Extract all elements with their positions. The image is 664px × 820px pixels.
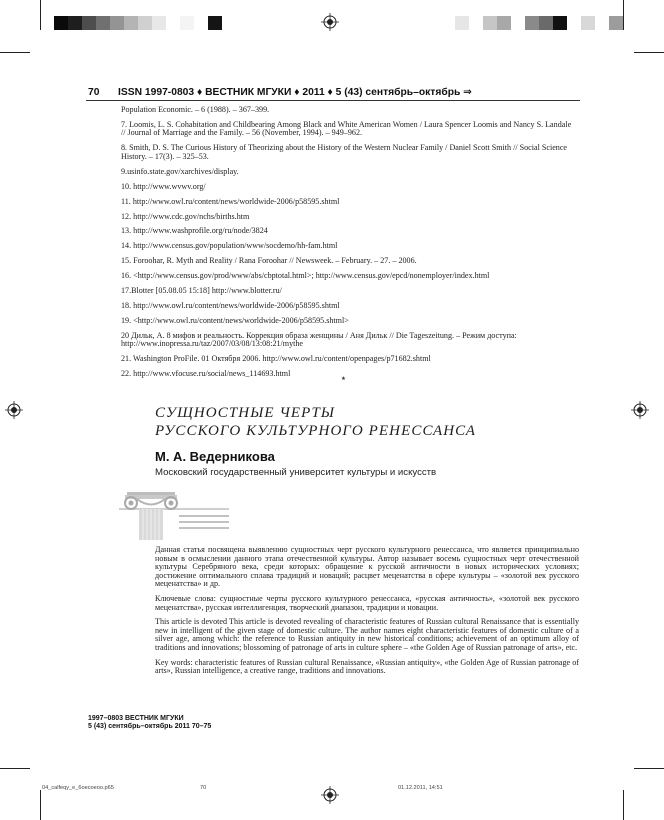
running-header: [88, 86, 578, 98]
slug-filename: 04_calfeqy_e_6oecoeoo.p65: [42, 785, 114, 791]
header-rule: [86, 100, 580, 101]
running-head-text: ISSN 1997-0803 ♦ ВЕСТНИК МГУКИ ♦ 2011 ♦ 5 (43) сентябрь–октябрь ⇒: [118, 87, 472, 98]
article-title-line: СУЩНОСТНЫЕ ЧЕРТЫ: [155, 405, 336, 421]
reference-item: 16. <http://www.census.gov/prod/www/abs/cbptotal.html>; http://www.census.gov/epcd/nonemployer/index.html: [121, 271, 490, 281]
article-title: [155, 404, 585, 440]
footer-issue: 5 (43) сентябрь–октябрь 2011 70–75: [88, 723, 212, 731]
abstract-en: This article is devoted This article is devoted revealing of characteristic features of Russian cultural Renaissance that is essentially new in intelligent of the given stage of domestic culture. The author names eight characteristic features of domestic culture of a silver age, among which: the reference to Russian antiquity in new historical conditions; achievement of an optimum alloy of traditions and innovations; blossoming of patronage of arts in culture sphere – «the Golden Age of Russian patronage of arts», etc.: [155, 617, 579, 652]
reference-item: 17.Blotter [05.08.05 15:18] http://www.blotter.ru/: [121, 285, 282, 295]
reference-item: 15. Foroohar, R. Myth and Reality / Rana Foroohar // Newsweek. – February. – 27. – 2006.: [121, 256, 417, 266]
reference-item: 14. http://www.census.gov/population/www/socdemo/hh-fam.html: [121, 241, 338, 251]
reference-item: Population Economic. – 6 (1988). – 367–399.: [121, 105, 270, 114]
slug-timestamp: 01.12.2011, 14:51: [398, 785, 443, 791]
crop-mark: [623, 0, 624, 30]
page-footer: [88, 715, 211, 732]
footer-journal: 1997–0803 ВЕСТНИК МГУКИ: [88, 715, 184, 722]
section-separator: ⭑: [341, 374, 346, 384]
color-bar-right: [455, 16, 623, 30]
author-affiliation: Московский государственный университет культуры и искусств: [155, 467, 437, 478]
crop-mark: [634, 52, 664, 53]
article-title-line: РУССКОГО КУЛЬТУРНОГО РЕНЕССАНСА: [155, 423, 476, 439]
registration-target-icon: [321, 13, 339, 31]
reference-item: 18. http://www.owl.ru/content/news/worldwide-2006/p58595.shtml: [121, 300, 340, 310]
keywords-ru: Ключевые слова: сущностные черты русского культурного ренессанса, «русская античность», «золотой век русского меценатства», русская интеллигенция, творческий диапазон, традиции и новации.: [155, 593, 579, 612]
reference-item: 11. http://www.owl.ru/content/news/worldwide-2006/p58595.shtml: [121, 196, 340, 206]
keywords-en: Key words: characteristic features of Russian cultural Renaissance, «Russian antiquity», «the Golden Age of Russian patronage of arts», Russian intelligence, a creative range, traditions and innovations.: [155, 657, 579, 676]
crop-mark: [623, 790, 624, 820]
crop-mark: [0, 52, 30, 53]
reference-item: 8. Smith, D. S. The Curious History of Theorizing about the History of the Western Nuclear Family / Daniel Scott Smith // Social Science History. – 17(3). – 325–53.: [121, 143, 568, 161]
registration-target-icon: [5, 401, 23, 419]
crop-mark: [0, 768, 30, 769]
abstract-block: [155, 546, 579, 682]
reference-item: 12. http://www.cdc.gov/nchs/births.htm: [121, 211, 250, 221]
color-bar-left: [54, 16, 222, 30]
reference-item: 10. http://www.wvwv.org/: [121, 181, 206, 191]
reference-item: 7. Loomis, L. S. Cohabitation and Childbearing Among Black and White American Women / Laura Spencer Loomis and Nancy S. Landale // Journal of Marriage and the Family. – 56 (November, 1994). – 949–962.: [121, 119, 572, 138]
reference-item: 22. http://www.vfocuse.ru/social/news_114693.html: [121, 369, 291, 379]
reference-item: 19. <http://www.owl.ru/content/news/worldwide-2006/p58595.shtml>: [121, 315, 349, 325]
crop-mark: [634, 768, 664, 769]
reference-item: 13. http://www.washprofile.org/ru/node/3824: [121, 226, 268, 236]
registration-target-icon: [321, 786, 339, 804]
slug-page: 70: [200, 785, 207, 791]
reference-item: 20 Дильк, А. 8 мифов и реальность. Коррекция образа женщины / Аня Дильк // Die Tageszeitung. – Режим доступа: http://www.inopressa.ru/taz/2007/03/08/13:08:21/mythe: [121, 330, 517, 349]
page-number: 70: [88, 87, 100, 98]
crop-mark: [40, 0, 41, 30]
author-name: М. А. Ведерникова: [155, 449, 275, 464]
reference-list: [121, 106, 577, 385]
abstract-ru: Данная статья посвящена выявлению сущностных черт русского культурного ренессанса, что является принципиально новым в осмыслении данного этапа отечественной культуры. Автор называет восемь сущностных черт отечественной культуры Серебряного века, среди которых: обращение к русской античности в новых исторических условиях; достижение оптимального сплава традиций и новаций; расцвет меценатства в сфере культуры – «золотой век русского меценатства» и др.: [155, 545, 579, 589]
reference-item: 21. Washington ProFile. 01 Октября 2006. http://www.owl.ru/content/openpages/p71682.shtml: [121, 354, 431, 364]
ionic-column-icon: [119, 488, 229, 540]
reference-item: 9.usinfo.state.gov/xarchives/display.: [121, 166, 239, 176]
crop-mark: [40, 790, 41, 820]
registration-target-icon: [631, 401, 649, 419]
